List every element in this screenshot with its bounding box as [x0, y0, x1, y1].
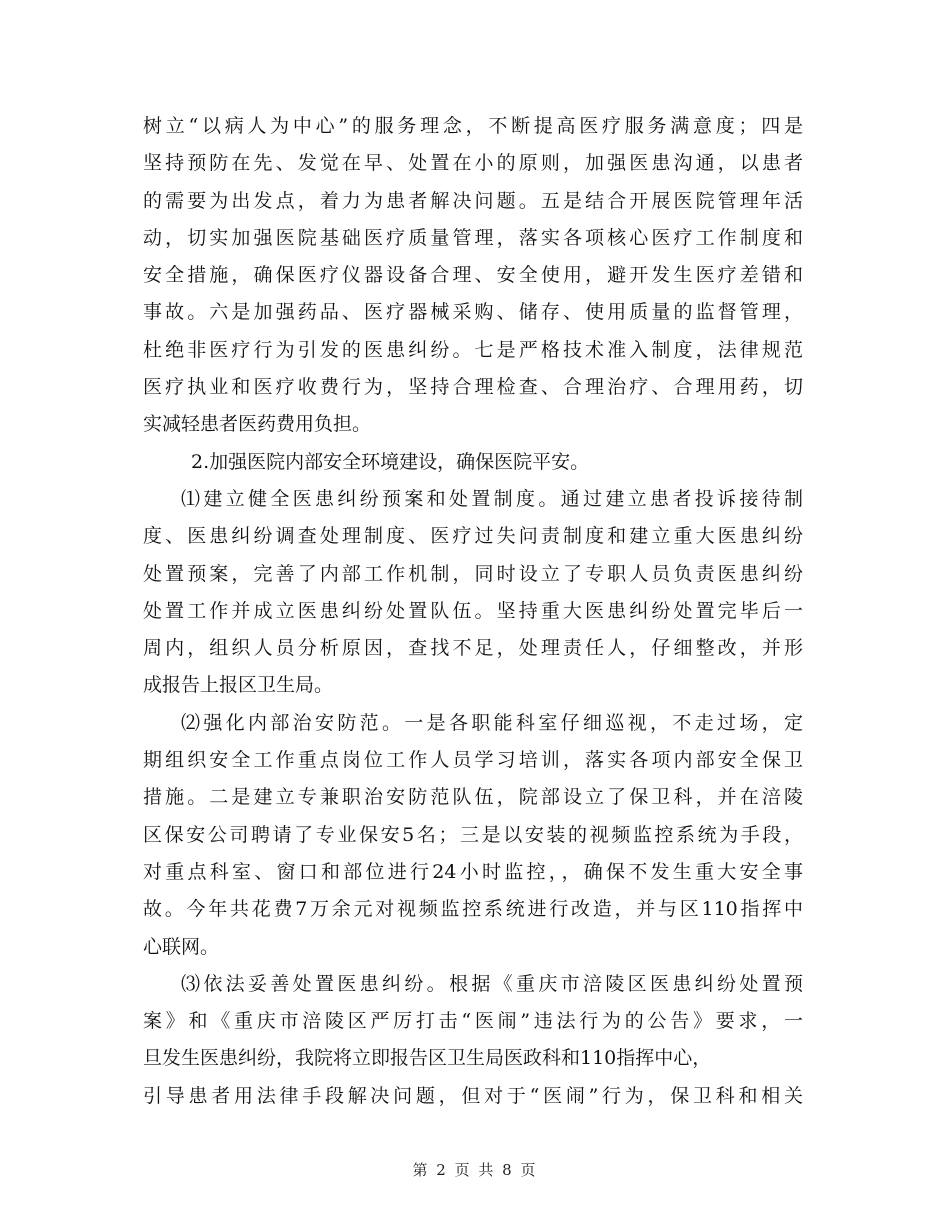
text-line: 对重点科室、窗口和部位进行24小时监控，，确保不发生重大安全事 — [143, 860, 803, 883]
text-line: 动，切实加强医院基础医疗质量管理，落实各项核心医疗工作制度和 — [143, 226, 803, 249]
text-line: 安全措施，确保医疗仪器设备合理、安全使用，避开发生医疗差错和 — [143, 264, 803, 287]
text-line: 成报告上报区卫生局。 — [143, 674, 334, 697]
text-line: ⑶依法妥善处置医患纠纷。根据《重庆市涪陵区医患纠纷处置预 — [181, 972, 803, 995]
text-line: ⑵强化内部治安防范。一是各职能科室仔细巡视，不走过场，定 — [181, 711, 803, 734]
text-line: 事故。六是加强药品、医疗器械采购、储存、使用质量的监督管理， — [143, 301, 803, 324]
text-line: 周内，组织人员分析原因，查找不足，处理责任人，仔细整改，并形 — [143, 637, 803, 660]
page-number-footer: 第 2 页 共 8 页 — [412, 1161, 538, 1179]
text-line: 坚持预防在先、发觉在早、处置在小的原则，加强医患沟通，以患者 — [143, 152, 803, 175]
text-line: 故。今年共花费7万余元对视频监控系统进行改造，并与区110指挥中 — [143, 898, 803, 921]
text-line: 案》和《重庆市涪陵区严厉打击“医闹”违法行为的公告》要求，一 — [143, 1010, 803, 1033]
text-line: 的需要为出发点，着力为患者解决问题。五是结合开展医院管理年活 — [143, 189, 803, 212]
text-line: 医疗执业和医疗收费行为，坚持合理检查、合理治疗、合理用药，切 — [143, 376, 803, 399]
section-heading: 2.加强医院内部安全环境建设，确保医院平安。 — [191, 450, 590, 473]
text-line: ⑴建立健全医患纠纷预案和处置制度。通过建立患者投诉接待制 — [181, 487, 803, 510]
text-line: 期组织安全工作重点岗位工作人员学习培训，落实各项内部安全保卫 — [143, 749, 803, 772]
text-line: 处置预案，完善了内部工作机制，同时设立了专职人员负责医患纠纷 — [143, 562, 803, 585]
document-body — [143, 108, 803, 1115]
text-line: 措施。二是建立专兼职治安防范队伍，院部设立了保卫科，并在涪陵 — [143, 786, 803, 809]
text-line: 处置工作并成立医患纠纷处置队伍。坚持重大医患纠纷处置完毕后一 — [143, 599, 803, 622]
text-line: 区保安公司聘请了专业保安5名；三是以安装的视频监控系统为手段， — [143, 823, 803, 846]
text-line: 旦发生医患纠纷，我院将立即报告区卫生局医政科和110指挥中心， — [143, 1047, 712, 1070]
text-line: 引导患者用法律手段解决问题，但对于“医闹”行为，保卫科和相关 — [143, 1084, 803, 1107]
text-line: 杜绝非医疗行为引发的医患纠纷。七是严格技术准入制度，法律规范 — [143, 338, 803, 361]
text-line: 度、医患纠纷调查处理制度、医疗过失问责制度和建立重大医患纠纷 — [143, 525, 803, 548]
text-line: 实减轻患者医药费用负担。 — [143, 413, 372, 436]
text-line: 树立“以病人为中心”的服务理念，不断提高医疗服务满意度；四是 — [143, 115, 803, 137]
text-line: 心联网。 — [143, 935, 220, 958]
